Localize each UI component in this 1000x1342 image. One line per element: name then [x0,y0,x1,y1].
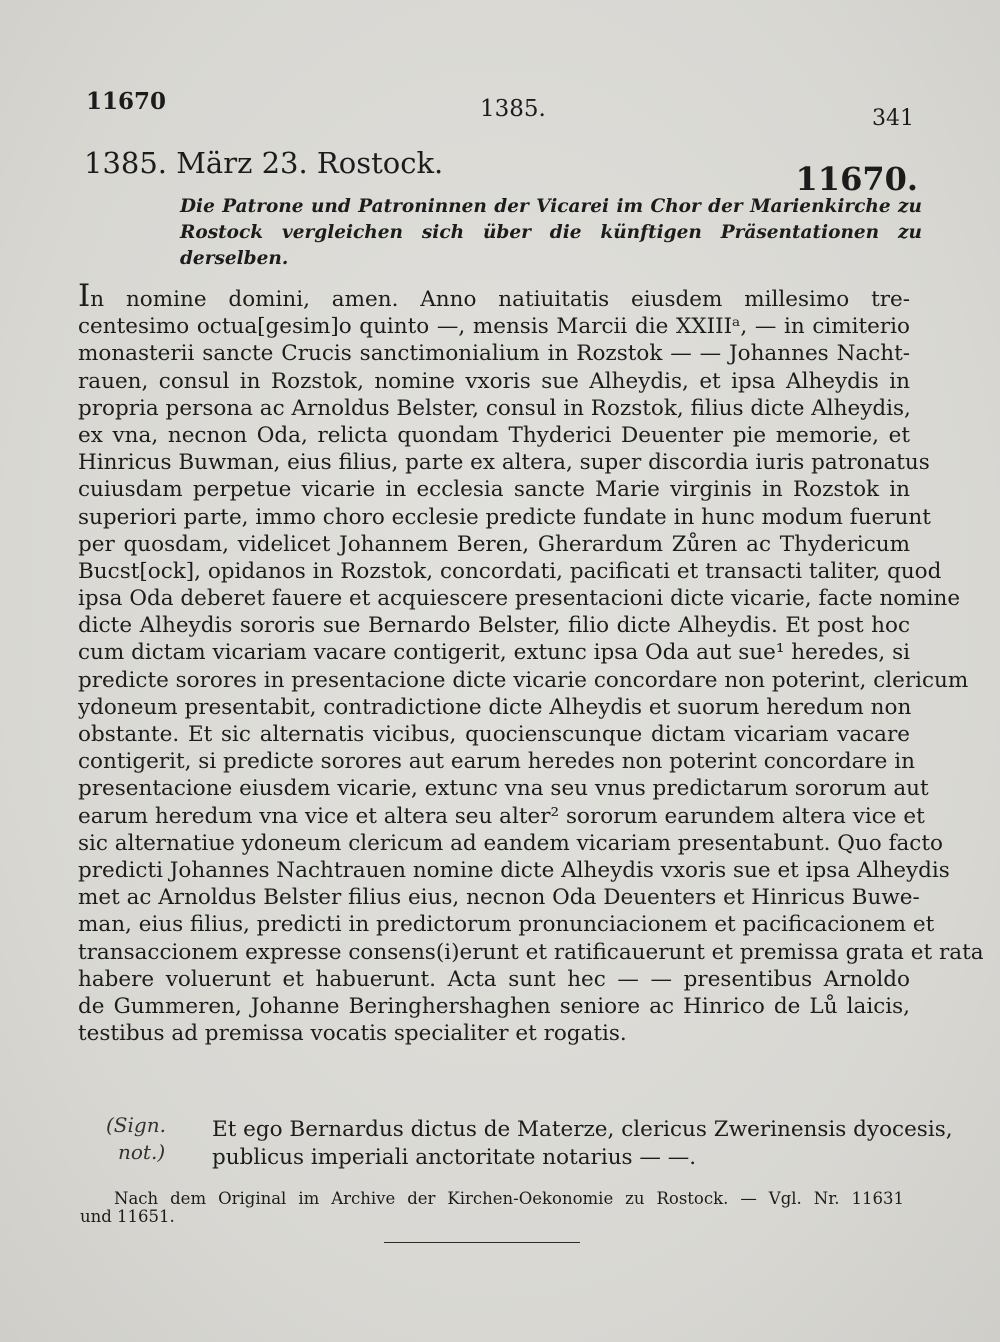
drop-cap: I [78,278,91,314]
text-line: Et ego Bernardus dictus de Materze, clericus Zwerinensis dyocesis, [212,1117,953,1142]
text-line: met ac Arnoldus Belster filius eius, necnon Oda Deuenters et Hinricus Buwe- [78,885,920,911]
text-line: man, eius filius, predicti in predictorum pronunciacionem et pacificacionem et [78,912,935,938]
entry-date-place: 1385. März 23. Rostock. [84,146,444,180]
source-note-line: Nach dem Original im Archive der Kirchen-Oekonomie zu Rostock. — Vgl. Nr. 11631 [114,1189,904,1208]
text-line: presentacione eiusdem vicarie, extunc vna seu vnus predictarum sororum aut [78,776,929,802]
entry-summary: Die Patrone und Patroninnen der Vicarei im Chor der Marienkirche zu Rostock vergleichen sich über die künftigen Präsentationen zu derselben. [180,196,922,269]
header-document-number: 11670 [86,88,167,115]
text-line: propria persona ac Arnoldus Belster, consul in Rozstok, filius dicte Alheydis, [78,395,911,421]
text-line: predicti Johannes Nachtrauen nomine dicte Alheydis vxoris sue et ipsa Alheydis [78,857,950,883]
text-line: ex vna, necnon Oda, relicta quondam Thyderici Deuenter pie memorie, et [78,422,910,448]
text-line: dicte Alheydis sororis sue Bernardo Belster, filio dicte Alheydis. Et post hoc [78,613,910,639]
text-line: de Gummeren, Johanne Beringhershaghen seniore ac Hinrico de Lů laicis, [78,993,910,1019]
header-year: 1385. [480,96,546,122]
text-line: Hinricus Buwman, eius filius, parte ex altera, super discordia iuris patronatus [78,450,930,476]
text-line: testibus ad premissa vocatis specialiter et rogatis. [78,1021,627,1047]
entry-number: 11670. [795,160,918,198]
text-line: earum heredum vna vice et altera seu alter² sororum earundem altera vice et [78,803,925,829]
text-line: ipsa Oda deberet fauere et acquiescere presentacioni dicte vicarie, facte nomine [78,586,961,612]
text-line: cuiusdam perpetue vicarie in ecclesia sancte Marie virginis in Rozstok in [78,477,910,503]
text-line: centesimo octua[gesim]o quinto —, mensis Marcii die XXIIIᵃ, — in cimiterio [78,314,910,340]
text-line: contigerit, si predicte sorores aut earum heredes non poterint concordare in [78,749,915,775]
notary-subscription [212,1116,953,1172]
running-header [0,88,1000,138]
source-note-line: und 11651. [80,1207,175,1226]
text-line: cum dictam vicariam vacare contigerit, extunc ipsa Oda aut sue¹ heredes, si [78,640,910,666]
page-number: 341 [872,106,914,131]
end-rule [384,1242,580,1243]
text-line: habere voluerunt et habuerunt. Acta sunt hec — — presentibus Arnoldo [78,966,910,992]
text-line: sic alternatiue ydoneum clericum ad eandem vicariam presentabunt. Quo facto [78,830,943,856]
text-line: In nomine domini, amen. Anno natiuitatis eiusdem millesimo tre- [78,278,910,314]
text-line: obstante. Et sic alternatis vicibus, quocienscunque dictam vicariam vacare [78,722,910,747]
text-line: publicus imperiali anctoritate notarius — —. [212,1145,697,1170]
text-line: Bucst[ock], opidanos in Rozstok, concordati, pacificati et transacti taliter, quod [78,558,942,584]
entry-heading [84,146,924,196]
text-line: ydoneum presentabit, contradictione dicte Alheydis et suorum heredum non [78,694,912,720]
charter-text [78,278,984,1047]
text-line: predicte sorores in presentacione dicte vicarie concordare non poterint, clericum [78,667,969,693]
source-note [80,1190,904,1226]
text-line: rauen, consul in Rozstok, nomine vxoris sue Alheydis, et ipsa Alheydis in [78,368,910,394]
signum-notarii-note: (Sign. not.) [106,1113,166,1164]
text-line: per quosdam, videlicet Johannem Beren, Gherardum Zůren ac Thydericum [78,531,910,557]
text-line: transaccionem expresse consens(i)erunt et ratificauerunt et premissa grata et rata [78,939,984,965]
text-line: monasterii sancte Crucis sanctimonialium in Rozstok — — Johannes Nacht- [78,341,910,367]
text-line: superiori parte, immo choro ecclesie predicte fundate in hunc modum fuerunt [78,504,931,530]
